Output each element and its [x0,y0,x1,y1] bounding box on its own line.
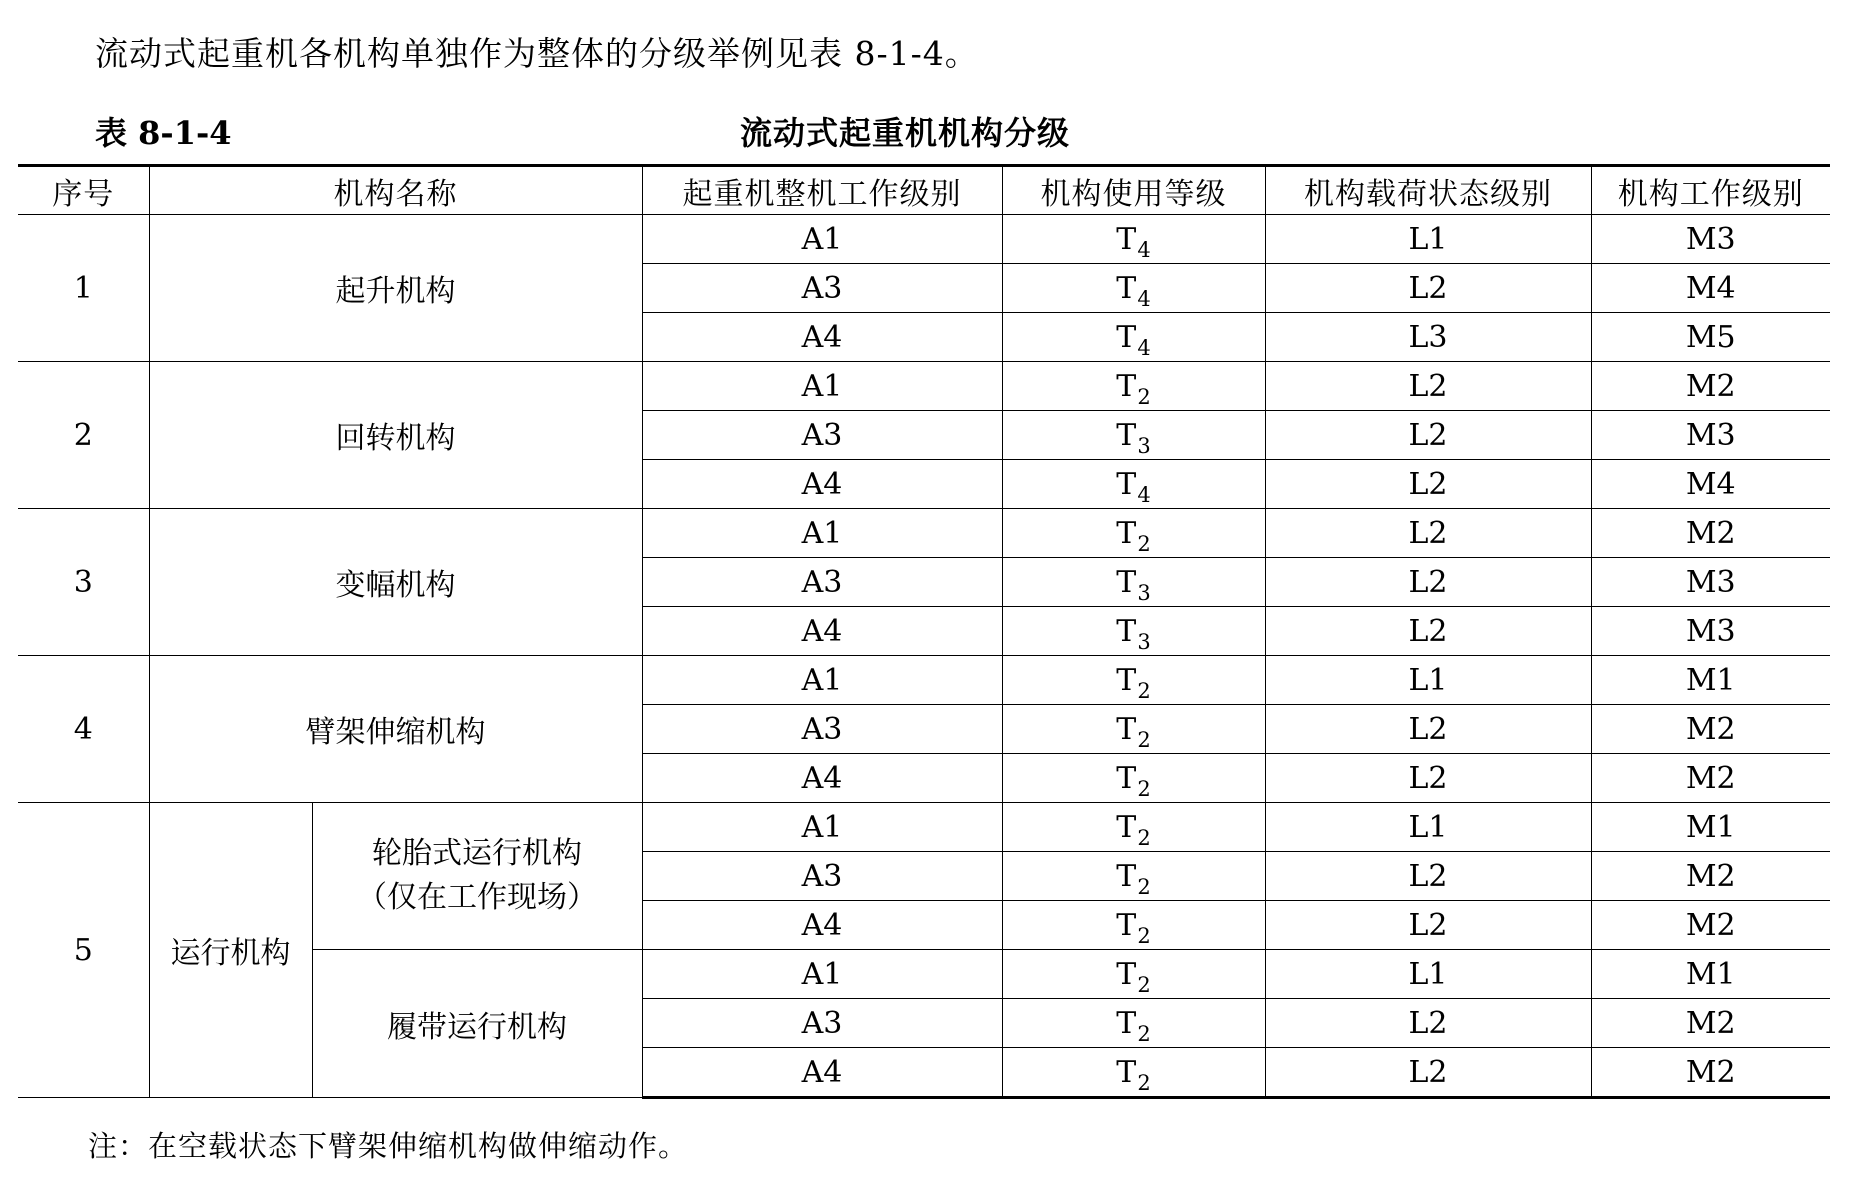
load-state-cell: L2 [1265,509,1591,558]
seq-cell: 1 [18,215,149,362]
usage-class-cell [1002,607,1265,656]
usage-class-cell [1002,264,1265,313]
header-seq: 序号 [18,166,149,215]
usage-class-letter: T [1116,417,1137,453]
usage-class-subscript: 2 [1137,531,1151,556]
load-state-cell: L1 [1265,215,1591,264]
usage-class-subscript: 2 [1137,1021,1151,1046]
load-state-cell: L1 [1265,803,1591,852]
usage-class-cell [1002,803,1265,852]
crane-class-cell: A3 [642,705,1002,754]
work-class-cell: M2 [1591,362,1830,411]
usage-class-letter: T [1116,1054,1137,1090]
usage-class-subscript: 2 [1137,384,1151,409]
usage-class-cell [1002,754,1265,803]
load-state-cell: L2 [1265,999,1591,1048]
usage-class-subscript: 2 [1137,874,1151,899]
crane-class-cell: A3 [642,264,1002,313]
work-class-cell: M2 [1591,999,1830,1048]
load-state-cell: L2 [1265,264,1591,313]
sub-mechanism-crawler: 履带运行机构 [312,950,642,1098]
usage-class-cell [1002,558,1265,607]
usage-class-letter: T [1116,711,1137,747]
usage-class-letter: T [1116,515,1137,551]
usage-class-letter: T [1116,270,1137,306]
usage-class-letter: T [1116,907,1137,943]
seq-cell: 3 [18,509,149,656]
usage-class-cell [1002,852,1265,901]
header-usage-class: 机构使用等级 [1002,166,1265,215]
mechanism-classification-table [18,164,1830,1099]
work-class-cell: M4 [1591,264,1830,313]
usage-class-subscript: 2 [1137,923,1151,948]
usage-class-cell [1002,215,1265,264]
table-row [18,656,1830,705]
usage-class-cell [1002,411,1265,460]
work-class-cell: M2 [1591,852,1830,901]
crane-class-cell: A4 [642,460,1002,509]
usage-class-subscript: 4 [1137,286,1151,311]
usage-class-subscript: 2 [1137,727,1151,752]
usage-class-letter: T [1116,613,1137,649]
usage-class-cell [1002,313,1265,362]
table-row [18,509,1830,558]
work-class-cell: M2 [1591,1048,1830,1098]
usage-class-letter: T [1116,564,1137,600]
crane-class-cell: A1 [642,215,1002,264]
seq-cell: 4 [18,656,149,803]
usage-class-subscript: 4 [1137,335,1151,360]
mechanism-name-cell: 回转机构 [149,362,642,509]
usage-class-subscript: 4 [1137,237,1151,262]
usage-class-letter: T [1116,466,1137,502]
sub-mechanism-tyre-line1: 轮胎式运行机构 [372,836,582,871]
header-crane-class: 起重机整机工作级别 [642,166,1002,215]
usage-class-cell [1002,1048,1265,1098]
usage-class-subscript: 2 [1137,776,1151,801]
usage-class-subscript: 4 [1137,482,1151,507]
crane-class-cell: A1 [642,362,1002,411]
mechanism-name-cell: 运行机构 [149,803,312,1098]
load-state-cell: L2 [1265,558,1591,607]
usage-class-cell [1002,901,1265,950]
crane-class-cell: A1 [642,950,1002,999]
usage-class-cell [1002,362,1265,411]
table-number: 表 8-1-4 [95,114,232,152]
table-row [18,215,1830,264]
crane-class-cell: A4 [642,1048,1002,1098]
load-state-cell: L2 [1265,411,1591,460]
usage-class-cell [1002,460,1265,509]
usage-class-cell [1002,950,1265,999]
table-row [18,803,1830,852]
seq-cell: 2 [18,362,149,509]
work-class-cell: M1 [1591,803,1830,852]
usage-class-letter: T [1116,319,1137,355]
usage-class-cell [1002,656,1265,705]
crane-class-cell: A3 [642,411,1002,460]
table-note: 注：在空载状态下臂架伸缩机构做伸缩动作。 [88,1129,689,1163]
intro-paragraph: 流动式起重机各机构单独作为整体的分级举例见表 8-1-4。 [95,34,979,73]
work-class-cell: M3 [1591,607,1830,656]
load-state-cell: L1 [1265,656,1591,705]
usage-class-letter: T [1116,1005,1137,1041]
load-state-cell: L2 [1265,460,1591,509]
usage-class-subscript: 3 [1137,629,1151,654]
load-state-cell: L1 [1265,950,1591,999]
usage-class-letter: T [1116,368,1137,404]
usage-class-letter: T [1116,760,1137,796]
usage-class-subscript: 2 [1137,825,1151,850]
load-state-cell: L2 [1265,1048,1591,1098]
usage-class-letter: T [1116,858,1137,894]
crane-class-cell: A3 [642,558,1002,607]
header-load-state: 机构载荷状态级别 [1265,166,1591,215]
crane-class-cell: A3 [642,999,1002,1048]
usage-class-cell [1002,999,1265,1048]
work-class-cell: M2 [1591,754,1830,803]
work-class-cell: M3 [1591,558,1830,607]
table-row [18,362,1830,411]
usage-class-letter: T [1116,662,1137,698]
work-class-cell: M3 [1591,411,1830,460]
crane-class-cell: A4 [642,607,1002,656]
usage-class-subscript: 2 [1137,972,1151,997]
header-work-class: 机构工作级别 [1591,166,1830,215]
sub-mechanism-tyre-line2: （仅在工作现场） [357,880,597,915]
work-class-cell: M4 [1591,460,1830,509]
usage-class-cell [1002,509,1265,558]
load-state-cell: L2 [1265,852,1591,901]
load-state-cell: L2 [1265,754,1591,803]
load-state-cell: L2 [1265,705,1591,754]
table-title: 流动式起重机机构分级 [740,114,1071,152]
work-class-cell: M2 [1591,705,1830,754]
work-class-cell: M5 [1591,313,1830,362]
work-class-cell: M3 [1591,215,1830,264]
work-class-cell: M1 [1591,656,1830,705]
work-class-cell: M2 [1591,509,1830,558]
work-class-cell: M2 [1591,901,1830,950]
load-state-cell: L2 [1265,362,1591,411]
usage-class-subscript: 2 [1137,678,1151,703]
header-row [18,166,1830,215]
crane-class-cell: A4 [642,901,1002,950]
mechanism-name-cell: 起升机构 [149,215,642,362]
crane-class-cell: A4 [642,754,1002,803]
usage-class-cell [1002,705,1265,754]
crane-class-cell: A3 [642,852,1002,901]
mechanism-name-cell: 臂架伸缩机构 [149,656,642,803]
usage-class-letter: T [1116,221,1137,257]
crane-class-cell: A1 [642,803,1002,852]
crane-class-cell: A1 [642,656,1002,705]
usage-class-letter: T [1116,809,1137,845]
usage-class-subscript: 3 [1137,433,1151,458]
usage-class-subscript: 3 [1137,580,1151,605]
load-state-cell: L2 [1265,607,1591,656]
header-name: 机构名称 [149,166,642,215]
usage-class-subscript: 2 [1137,1070,1151,1095]
load-state-cell: L3 [1265,313,1591,362]
crane-class-cell: A4 [642,313,1002,362]
usage-class-letter: T [1116,956,1137,992]
mechanism-name-cell: 变幅机构 [149,509,642,656]
seq-cell: 5 [18,803,149,1098]
load-state-cell: L2 [1265,901,1591,950]
crane-class-cell: A1 [642,509,1002,558]
sub-mechanism-tyre [312,803,642,950]
work-class-cell: M1 [1591,950,1830,999]
